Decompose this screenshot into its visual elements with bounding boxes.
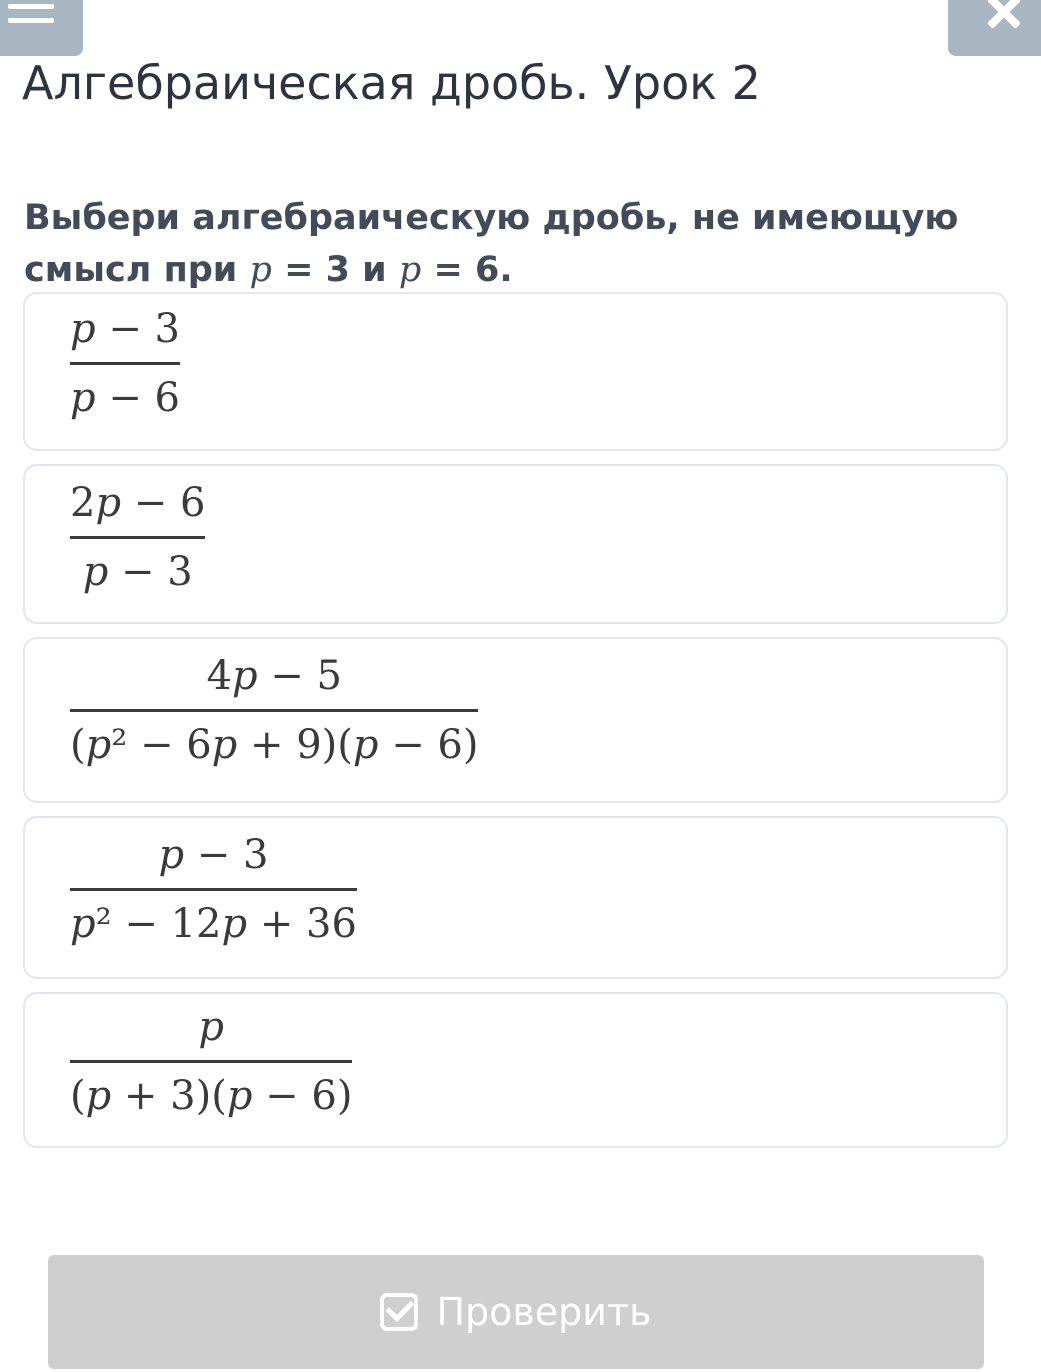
fraction-bar bbox=[70, 888, 357, 891]
fraction bbox=[70, 1002, 352, 1121]
denominator: (p + 3)(p − 6) bbox=[70, 1073, 353, 1119]
fraction bbox=[70, 304, 180, 423]
denominator: p² − 12p + 36 bbox=[70, 901, 357, 947]
menu-button[interactable] bbox=[0, 0, 83, 56]
fraction-bar bbox=[70, 362, 180, 365]
fraction-bar bbox=[70, 1060, 352, 1063]
denominator: p − 3 bbox=[82, 549, 193, 595]
check-button-label: Проверить bbox=[436, 1290, 652, 1334]
fraction bbox=[70, 478, 205, 597]
numerator: p bbox=[198, 1004, 225, 1050]
check-button[interactable] bbox=[48, 1255, 984, 1369]
answer-option-1[interactable] bbox=[23, 292, 1008, 451]
answer-option-3[interactable] bbox=[23, 637, 1008, 803]
fraction bbox=[70, 830, 357, 949]
lesson-title: Алгебраическая дробь. Урок 2 bbox=[22, 56, 761, 110]
numerator: 4p − 5 bbox=[206, 653, 342, 699]
fraction bbox=[70, 651, 478, 770]
fraction-bar bbox=[70, 536, 205, 539]
denominator: p − 6 bbox=[70, 375, 181, 421]
numerator: 2p − 6 bbox=[70, 480, 206, 526]
close-button[interactable] bbox=[948, 0, 1041, 56]
fraction-bar bbox=[70, 709, 478, 712]
checkbox-check-icon bbox=[380, 1293, 418, 1331]
answer-option-5[interactable] bbox=[23, 992, 1008, 1148]
question-text: Выбери алгебраическую дробь, не имеющую смысл при p = 3 и p = 6. bbox=[24, 198, 959, 290]
answer-option-4[interactable] bbox=[23, 816, 1008, 979]
answer-option-2[interactable] bbox=[23, 464, 1008, 624]
denominator: (p² − 6p + 9)(p − 6) bbox=[70, 722, 479, 768]
numerator: p − 3 bbox=[158, 832, 269, 878]
numerator: p − 3 bbox=[70, 306, 181, 352]
